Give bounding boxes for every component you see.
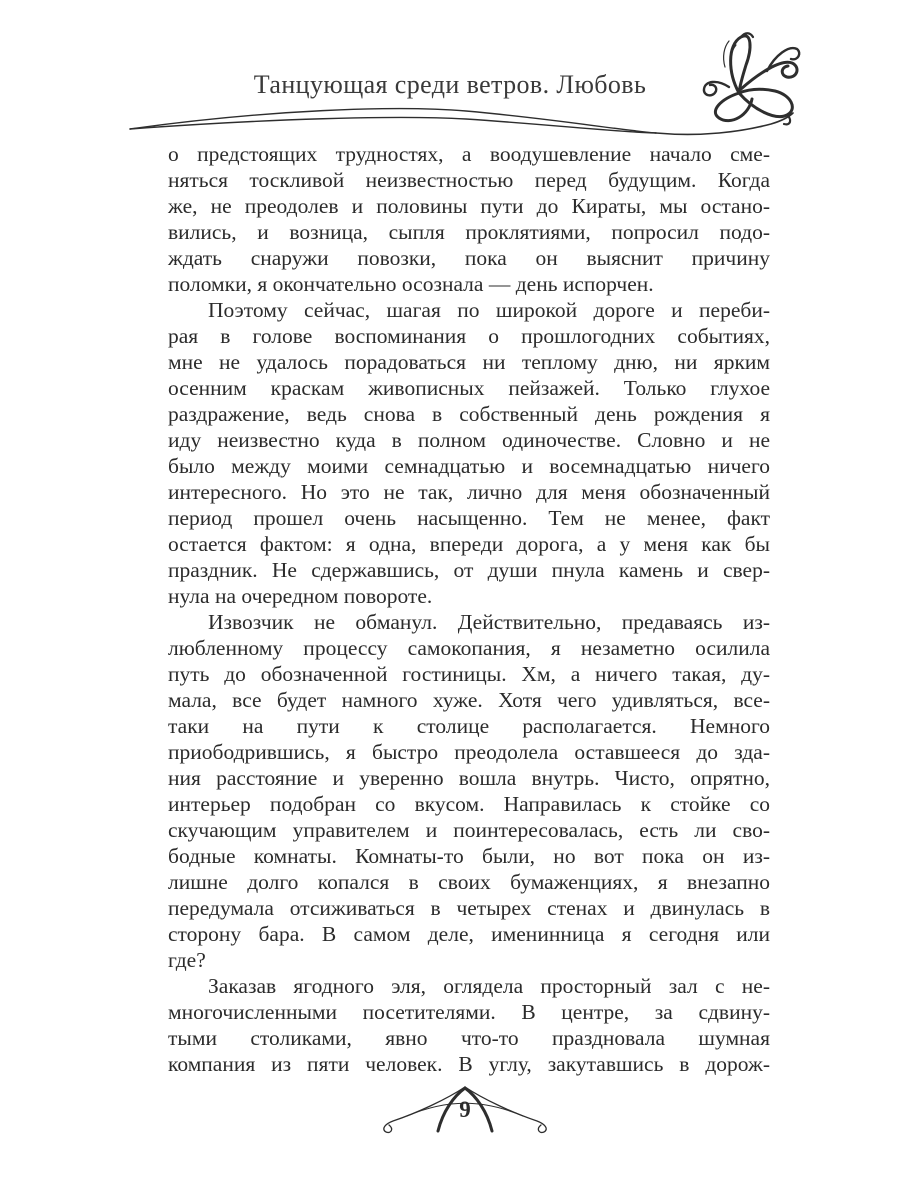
text-line: лишне долго копался в своих бумаженциях, я внезапно [168,870,770,894]
text-line: о предстоящих трудностях, а воодушевление начало сме- [168,142,770,166]
text-line: рая в голове воспоминания о прошлогодних событиях, [168,324,770,348]
page-number: 9 [459,1097,471,1122]
text-line: Заказав ягодного эля, оглядела просторный зал с не- [208,974,770,998]
text-line: сторону бара. В самом деле, именинница я сегодня или [168,922,770,946]
text-line: интерьер подобран со вкусом. Направилась к стойке со [168,792,770,816]
text-line: бодные комнаты. Комнаты-то были, но вот пока он из- [168,844,770,868]
text-line: раздражение, ведь снова в собственный день рождения я [168,402,770,426]
text-line: приободрившись, я быстро преодолела оставшееся до зда- [168,740,770,764]
text-line: нула на очередном повороте. [168,584,433,608]
text-line: тыми столиками, явно что-то праздновала шумная [168,1026,770,1050]
paragraph [168,609,770,973]
page-text [168,141,770,1077]
text-line: няться тоскливой неизвестностью перед будущим. Когда [168,168,770,192]
text-line: интересного. Но это не так, лично для меня обозначенный [168,480,770,504]
text-line: осенним краскам живописных пейзажей. Только глухое [168,376,770,400]
text-line: Извозчик не обманул. Действительно, предаваясь из- [208,610,770,634]
header-divider-rule [126,102,800,146]
running-title: Танцующая среди ветров. Любовь [253,70,647,99]
text-line: вились, и возница, сыпля проклятиями, попросил подо- [168,220,770,244]
paragraph [168,141,770,297]
text-line: где? [168,948,206,972]
text-line: многочисленными посетителями. В центре, за сдвину- [168,1000,770,1024]
text-line: иду неизвестно куда в полном одиночестве. Словно и не [168,428,770,452]
text-line: таки на пути к столице располагается. Немного [168,714,770,738]
paragraph [168,973,770,1077]
text-line: мала, все будет намного хуже. Хотя чего удивляться, все- [168,688,770,712]
text-line: остается фактом: я одна, впереди дорога, а у меня как бы [168,532,770,556]
text-line: Поэтому сейчас, шагая по широкой дороге и переби- [208,298,770,322]
text-line: любленному процессу самокопания, я незаметно осилила [168,636,770,660]
text-line: ждать снаружи повозки, пока он выяснит причину [168,246,770,270]
text-line: период прошел очень насыщенно. Тем не менее, факт [168,506,770,530]
text-line: праздник. Не сдержавшись, от души пнула камень и свер- [168,558,770,582]
text-line: компания из пяти человек. В углу, закутавшись в дорож- [168,1052,770,1076]
text-line: было между моими семнадцатью и восемнадцатью ничего [168,454,770,478]
paragraph [168,297,770,609]
text-line: скучающим управителем и поинтересовалась, есть ли сво- [168,818,770,842]
text-line: мне не удалось порадоваться ни теплому дню, ни ярким [168,350,770,374]
text-line: поломки, я окончательно осознала — день испорчен. [168,272,654,296]
text-line: путь до обозначенной гостиницы. Хм, а ничего такая, ду- [168,662,770,686]
text-line: передумала отсиживаться в четырех стенах и двинулась в [168,896,770,920]
page-footer [377,1083,553,1139]
text-line: же, не преодолев и половины пути до Кираты, мы остано- [168,194,770,218]
text-line: ния расстояние и уверенно вошла внутрь. Чисто, опрятно, [168,766,770,790]
